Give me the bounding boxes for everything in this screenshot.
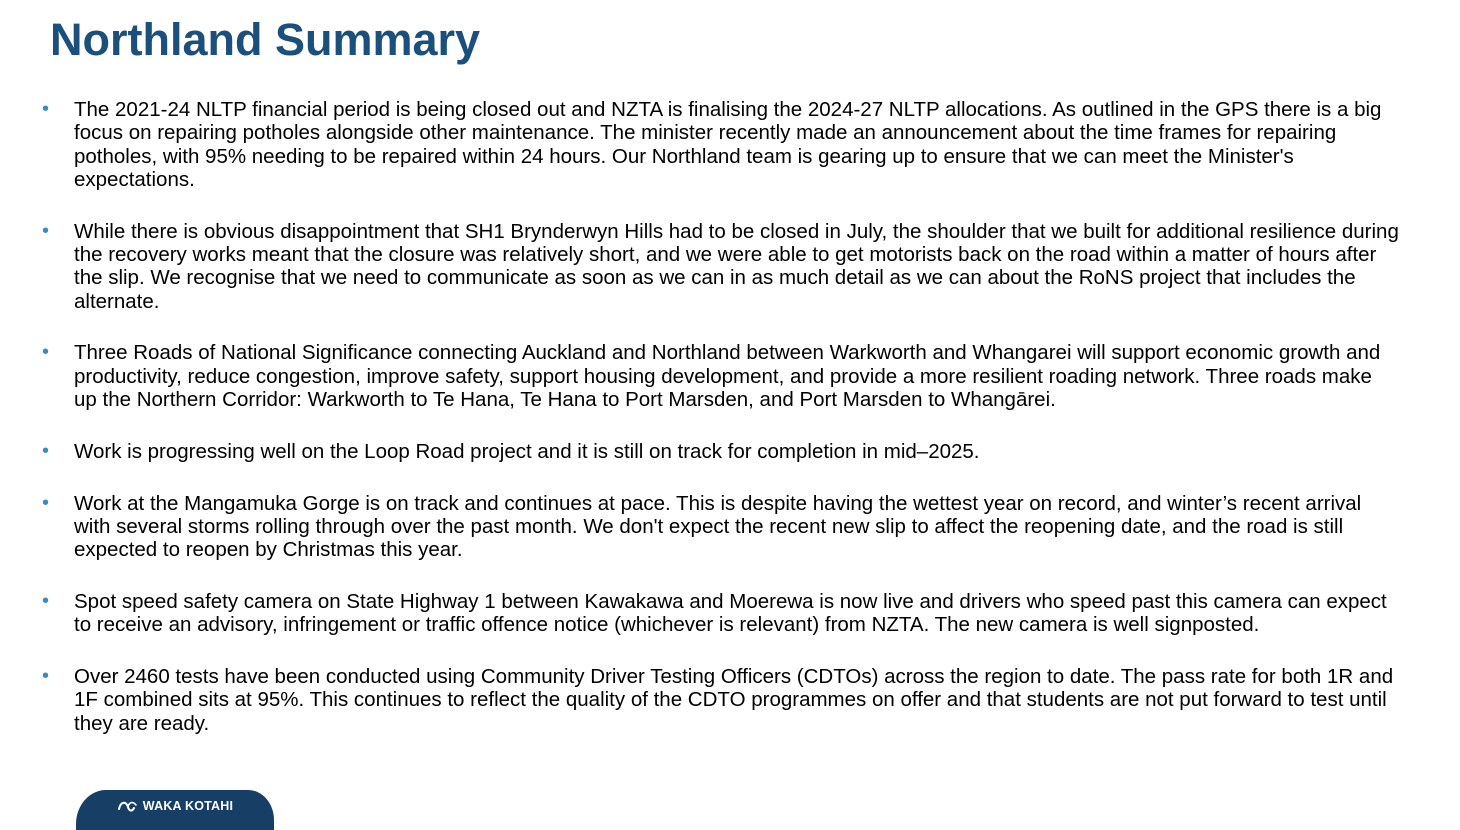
bullet-text: While there is obvious disappointment that SH1 Brynderwyn Hills had to be closed in July, the shoulder that we built for additional resilience during the recovery works meant that the closure was relatively short, and we were able to get motorists back on the road within a matter of hours after the slip. We recognise that we need to communicate as soon as we can in as much detail as we can about the RoNS project that includes the alternate. (74, 219, 1399, 313)
logo-text: WAKA KOTAHI (142, 799, 234, 813)
bullet-text: Over 2460 tests have been conducted using Community Driver Testing Officers (CDTOs) across the region to date. The pass rate for both 1R and 1F combined sits at 95%. This continues to reflect the quality of the CDTO programmes on offer and that students are not put forward to test until they are ready. (74, 665, 1394, 735)
bullet-dot-icon: • (42, 219, 50, 242)
waka-kotahi-logo-icon (117, 797, 141, 815)
bullet-item-loop-road (40, 440, 1400, 463)
bullet-dot-icon: • (42, 665, 50, 688)
bullet-item-rons (40, 341, 1400, 411)
summary-bullet-list (40, 98, 1400, 763)
bullet-item-speed-camera (40, 590, 1400, 637)
bullet-item-brynderwyn (40, 220, 1400, 313)
bullet-dot-icon: • (42, 98, 50, 120)
waka-kotahi-logo (76, 790, 274, 830)
bullet-dot-icon: • (42, 439, 50, 462)
bullet-text: Work at the Mangamuka Gorge is on track and continues at pace. This is despite having the wettest year on record, and winter’s recent arrival with several storms rolling through over the past month. We don't expect the recent new slip to affect the reopening date, and the road is still expected to reopen by Christmas this year. (74, 491, 1362, 562)
bullet-dot-icon: • (42, 589, 50, 612)
bullet-text: Three Roads of National Significance connecting Auckland and Northland between Warkworth and Whangarei will support economic growth and productivity, reduce congestion, improve safety, support housing development, and provide a more resilient roading network. Three roads make up the Northern Corridor: Warkworth to Te Hana, Te Hana to Port Marsden, and Port Marsden to Whangārei. (74, 341, 1381, 411)
bullet-item-nltp (40, 98, 1400, 191)
slide-title: Northland Summary (50, 14, 481, 65)
bullet-text: Work is progressing well on the Loop Road project and it is still on track for completion in mid–2025. (74, 439, 980, 463)
bullet-dot-icon: • (42, 341, 50, 364)
bullet-item-mangamuka (40, 492, 1400, 562)
bullet-text: Spot speed safety camera on State Highway 1 between Kawakawa and Moerewa is now live and drivers who speed past this camera can expect to receive an advisory, infringement or traffic offence notice (whichever is relevant) from NZTA. The new camera is well signposted. (74, 589, 1387, 637)
bullet-item-cdto (40, 665, 1400, 735)
bullet-text: The 2021-24 NLTP financial period is being closed out and NZTA is finalising the 2024-27 NLTP allocations. As outlined in the GPS there is a big focus on repairing potholes alongside other maintenance. The minister recently made an announcement about the time frames for repairing potholes, with 95% needing to be repaired within 24 hours. Our Northland team is gearing up to ensure that we can meet the Minister's expectations. (74, 98, 1382, 191)
bullet-dot-icon: • (42, 491, 50, 514)
